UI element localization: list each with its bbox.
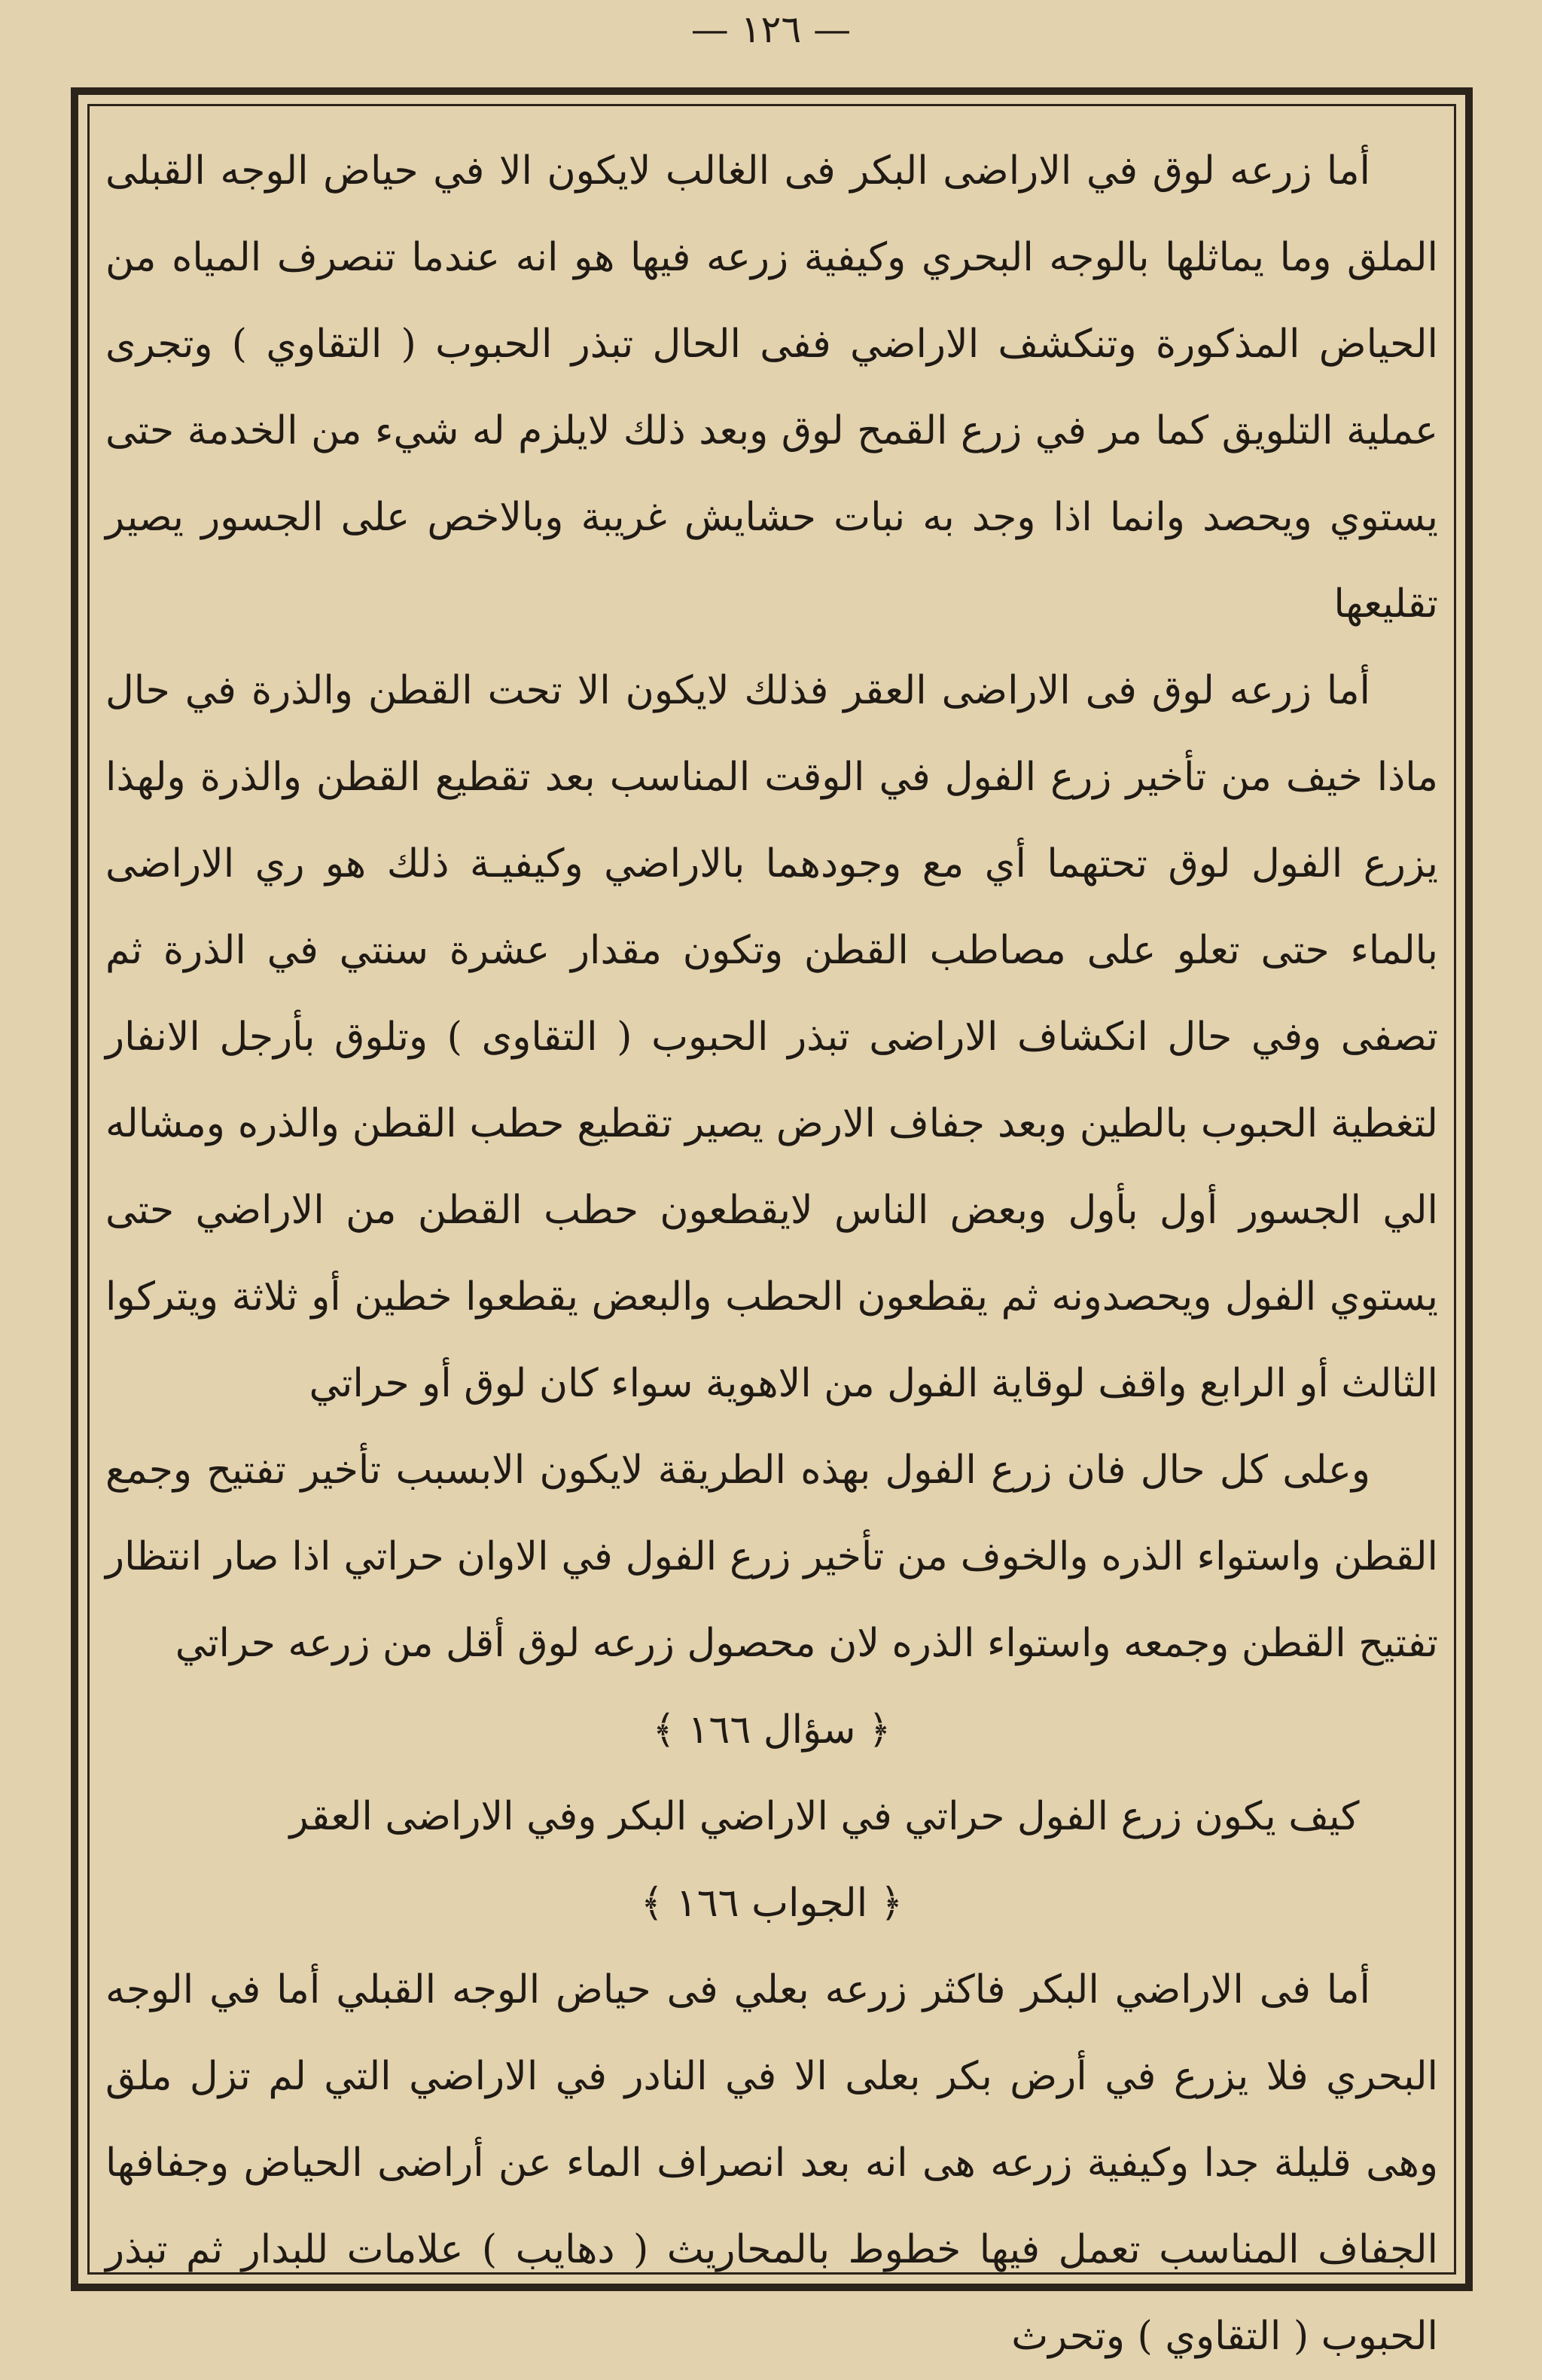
answer-paragraph: أما فى الاراضي البكر فاكثر زرعه بعلي فى حياض الوجه القبلي أما في الوجه البحري فلا يزرع في أرض بكر بعلى الا في النادر في الاراضي التي لم تزل ملق وهى قليلة جدا وكيفية زرعه هى انه بعد انصراف الماء عن أراضى الحياض وجفافها الجفاف المناسب تعمل فيها خطوط بالمحاريث ( دهايب ) علامات للبدار ثم تبذر الحبوب ( التقاوي ) وتحرث — [105, 1967, 1438, 2359]
answer-heading: ﴿ الجواب ١٦٦ ﴾ — [640, 1881, 904, 1926]
paragraph-soil-old: أما زرعه لوق فى الاراضى العقر فذلك لايكون الا تحت القطن والذرة في حال ماذا خيف من تأخير زرع الفول في الوقت المناسب بعد تقطيع القطن والذرة ولهذا يزرع الفول لوق تحتهما أي مع وجودهما بالاراضي وكيفيـة ذلك هو ري الاراضى بالماء حتى تعلو على مصاطب القطن وتكون مقدار عشرة سنتي في الذرة ثم تصفى وفي حال انكشاف الاراضى تبذر الحبوب ( التقاوى ) وتلوق بأرجل الانفار لتغطية الحبوب بالطين وبعد جفاف الارض يصير تقطيع حطب القطن والذره ومشاله الي الجسور أول بأول وبعض الناس لايقطعون حطب القطن من الاراضي حتى يستوي الفول ويحصدونه ثم يقطعون الحطب والبعض يقطعوا خطين أو ثلاثة ويتركوا الثالث أو الرابع واقف لوقاية الفول من الاهوية سواء كان لوق أو حراتي — [105, 668, 1438, 1406]
text-column — [105, 128, 1438, 2359]
question-heading: ﴿ سؤال ١٦٦ ﴾ — [652, 1707, 891, 1753]
page-number: — ١٢٦ — — [690, 8, 852, 51]
paragraph-conclusion: وعلى كل حال فان زرع الفول بهذه الطريقة لايكون الابسبب تأخير تفتيح وجمع القطن واستواء الذره والخوف من تأخير زرع الفول في الاوان حراتي اذا صار انتظار تفتيح القطن وجمعه واستواء الذره لان محصول زرعه لوق أقل من زرعه حراتي — [105, 1448, 1438, 1666]
question-text: كيف يكون زرع الفول حراتي في الاراضي البكر وفي الاراضى العقر — [289, 1794, 1360, 1839]
paragraph-soil-virgin: أما زرعه لوق في الاراضى البكر فى الغالب لايكون الا في حياض الوجه القبلى الملق وما يماثلها بالوجه البحري وكيفية زرعه فيها هو انه عندما تنصرف المياه من الحياض المذكورة وتنكشف الاراضي ففى الحال تبذر الحبوب ( التقاوي ) وتجرى عملية التلويق كما مر في زرع القمح لوق وبعد ذلك لايلزم له شيء من الخدمة حتى يستوي ويحصد وانما اذا وجد به نبات حشايش غريبة وبالاخص على الجسور يصير تقليعها — [105, 148, 1438, 627]
